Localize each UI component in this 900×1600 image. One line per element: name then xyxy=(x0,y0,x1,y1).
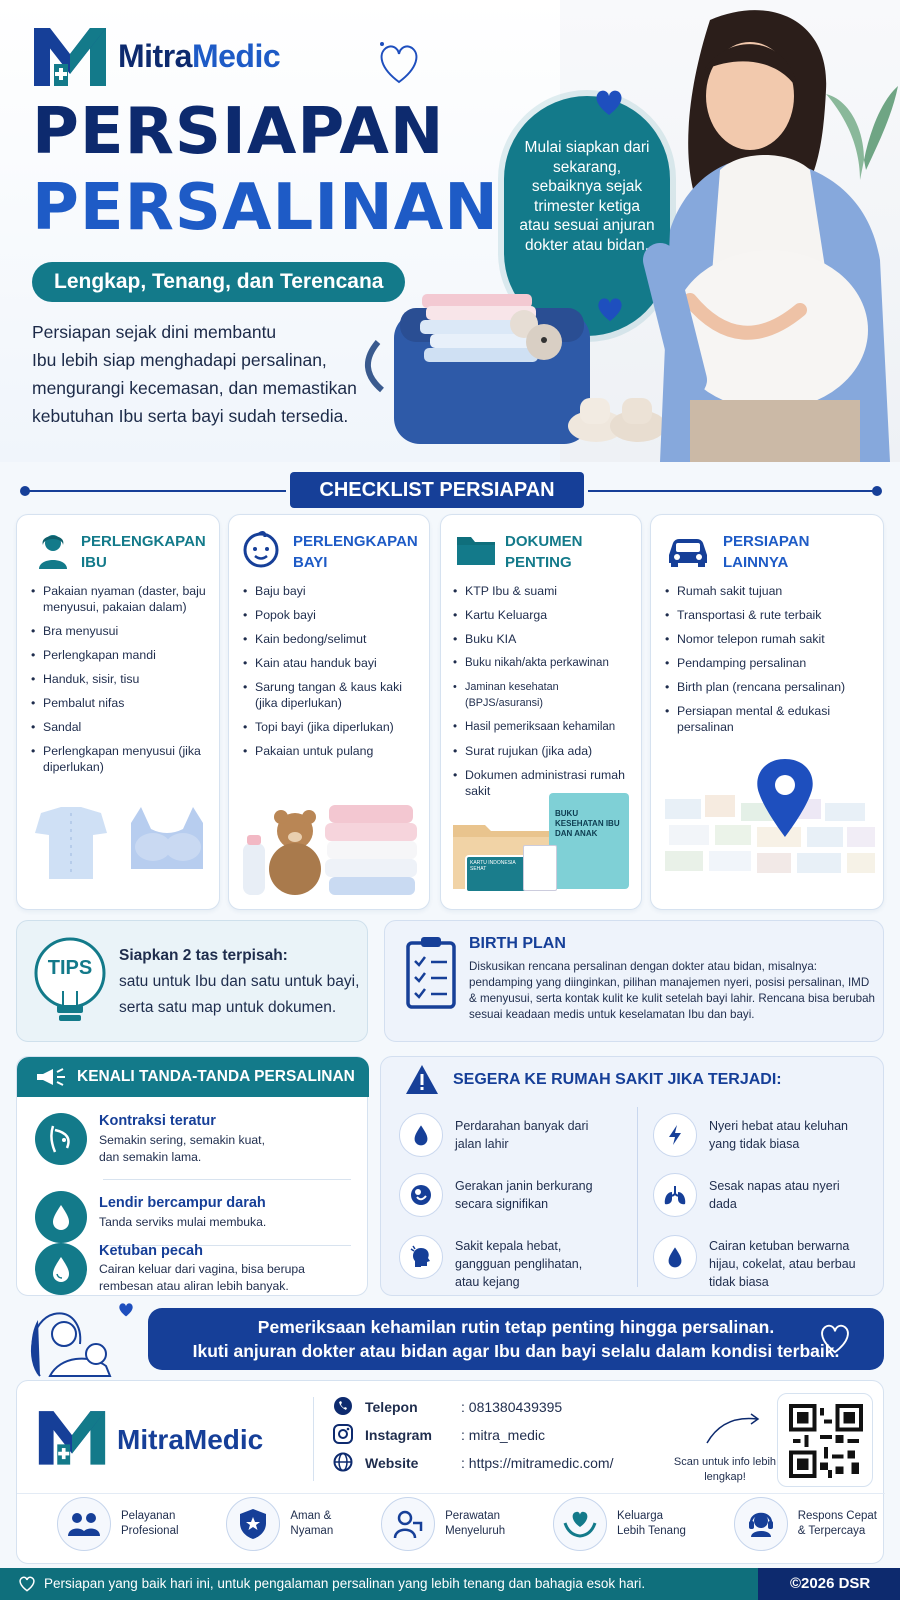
emergency-item xyxy=(399,1235,629,1291)
headache-icon xyxy=(399,1235,443,1279)
list-item: • Hasil pemeriksaan kehamilan xyxy=(453,719,639,735)
footer-brand-logo xyxy=(37,1407,263,1472)
labor-sign-item xyxy=(35,1243,355,1295)
lightning-icon xyxy=(653,1113,697,1157)
list-item: • Transportasi & rute terbaik xyxy=(665,607,879,623)
map-illustration xyxy=(655,759,881,904)
fetus-icon xyxy=(399,1173,443,1217)
list-item: • Jaminan kesehatan (BPJS/asuransi) xyxy=(453,679,639,711)
emergency-text: Gerakan janin berkurang secara signifikan xyxy=(455,1179,593,1211)
birth-plan-box xyxy=(384,920,884,1042)
tips-line: satu untuk Ibu dan satu untuk bayi, xyxy=(119,973,360,990)
hero-description xyxy=(32,318,392,430)
hero-description-line: kebutuhan Ibu serta bayi sudah tersedia. xyxy=(32,406,349,426)
birth-plan-text: Diskusikan rencana persalinan dengan dokter atau bidan, misalnya: pendamping yang diinginkan, pilihan manajemen nyeri, posisi persalinan, IMD & menyusui, serta kontak kulit ke kulit setelah bayi lahir. Rencana bisa berubah sesuai keadaan medis untuk keselamatan Ibu dan bayi. xyxy=(469,960,876,1021)
divider-dot xyxy=(872,486,882,496)
service-label: & Terpercaya xyxy=(797,1525,866,1537)
brand-name-part2: Medic xyxy=(191,37,281,74)
contact-value: : 081380439395 xyxy=(461,1399,563,1415)
services-row xyxy=(57,1497,877,1551)
footer-tagline-bar xyxy=(0,1568,900,1600)
divider xyxy=(103,1179,351,1180)
banner-line: Pemeriksaan kehamilan rutin tetap penting hingga persalinan. xyxy=(257,1317,775,1337)
checklist-heading: CHECKLIST PERSIAPAN xyxy=(290,472,584,508)
service-label: Profesional xyxy=(121,1525,179,1537)
card-title-line: PERLENGKAPAN xyxy=(81,533,206,550)
service-label: Perawatan xyxy=(445,1510,501,1522)
qr-code-icon xyxy=(788,1404,864,1478)
list-item: • Topi bayi (jika diperlukan) xyxy=(243,719,423,735)
emergency-item xyxy=(653,1113,883,1157)
hero-subtitle-pill: Lengkap, Tenang, dan Terencana xyxy=(32,262,405,302)
list-item: • Buku KIA xyxy=(453,631,639,647)
card-title-lainnya xyxy=(723,531,809,573)
tips-badge: TIPS xyxy=(47,957,93,979)
contact-label: Telepon xyxy=(365,1399,418,1415)
copyright-text: ©2026 DSR xyxy=(790,1575,871,1592)
instagram-icon xyxy=(333,1424,365,1447)
hero-advice-bubble: Mulai siapkan dari sekarang, sebaiknya sejak trimester ketiga atau sesuai anjuran dokter atau bidan. xyxy=(504,96,670,336)
brand-name-part2: Medic xyxy=(183,1423,264,1455)
tips-box xyxy=(16,920,368,1042)
contact-instagram[interactable] xyxy=(333,1421,613,1449)
care-icon xyxy=(381,1497,435,1551)
globe-icon xyxy=(333,1452,365,1475)
labor-sign-item xyxy=(35,1191,355,1243)
card-title-line: LAINNYA xyxy=(723,554,789,571)
list-item: • Pakaian nyaman (daster, baju menyusui, pakaian dalam) xyxy=(31,583,215,615)
divider-vertical xyxy=(313,1397,314,1481)
list-item: • Rumah sakit tujuan xyxy=(665,583,879,599)
emergency-text: Sesak napas atau nyeri dada xyxy=(709,1179,840,1211)
card-title-line: PERLENGKAPAN xyxy=(293,533,418,550)
card-title-dokumen xyxy=(505,531,583,573)
divider-right xyxy=(588,490,878,492)
hero-description-line: Persiapan sejak dini membantu xyxy=(32,322,277,342)
labor-sign-title: Ketuban pecah xyxy=(99,1243,203,1259)
lungs-icon xyxy=(653,1173,697,1217)
footer-tagline: Persiapan yang baik hari ini, untuk pengalaman persalinan yang lebih tenang dan bahagia esok hari. xyxy=(44,1576,646,1591)
tips-line: Siapkan 2 tas terpisah: xyxy=(119,947,288,964)
labor-sign-item xyxy=(35,1113,355,1166)
baby-clothes-illustration xyxy=(31,803,211,888)
blood-drop-icon xyxy=(399,1113,443,1157)
service-item xyxy=(734,1497,877,1551)
list-item: • Sarung tangan & kaus kaki (jika diperlukan) xyxy=(243,679,423,711)
buku-kia-book: BUKU KESEHATAN IBU DAN ANAK xyxy=(549,793,629,889)
labor-sign-desc: Tanda serviks mulai membuka. xyxy=(99,1215,267,1229)
contact-label: Instagram xyxy=(365,1427,432,1443)
shield-icon xyxy=(226,1497,280,1551)
labor-signs-box xyxy=(16,1056,368,1296)
emergency-item xyxy=(399,1113,629,1157)
list-item: • Popok bayi xyxy=(243,607,423,623)
checklist-list-bayi xyxy=(243,583,423,767)
list-item: • Surat rujukan (jika ada) xyxy=(453,743,639,759)
service-label: Menyeluruh xyxy=(445,1525,506,1537)
brand-name-part1: Mitra xyxy=(118,37,192,74)
scan-text: Scan untuk info lebih lengkap! xyxy=(673,1456,777,1483)
contact-phone[interactable] xyxy=(333,1393,613,1421)
headset-icon xyxy=(734,1497,788,1551)
people-icon xyxy=(57,1497,111,1551)
heart-outline-icon xyxy=(812,1318,858,1363)
list-item: • Handuk, sisir, tisu xyxy=(31,671,215,687)
service-label: Nyaman xyxy=(290,1525,334,1537)
hero-title-line1: PERSIAPAN xyxy=(32,95,445,169)
divider-left xyxy=(24,490,286,492)
documents-illustration xyxy=(451,793,631,897)
list-item: • Buku nikah/akta perkawinan xyxy=(453,655,639,671)
heart-icon xyxy=(596,296,624,327)
list-item: • Kain bedong/selimut xyxy=(243,631,423,647)
service-label: Aman & xyxy=(290,1510,332,1522)
checklist-list-dokumen xyxy=(453,583,639,807)
contact-value: : mitra_medic xyxy=(461,1427,546,1443)
tips-line: serta satu map untuk dokumen. xyxy=(119,999,337,1016)
checklist-list-ibu xyxy=(31,583,215,783)
service-label: Respons Cepat xyxy=(797,1510,877,1522)
heart-icon xyxy=(118,1302,134,1322)
brand-name-part1: Mitra xyxy=(117,1423,184,1455)
heart-hands-icon xyxy=(553,1497,607,1551)
service-label: Lebih Tenang xyxy=(617,1525,686,1537)
hero-section xyxy=(0,0,900,462)
list-item: • Nomor telepon rumah sakit xyxy=(665,631,879,647)
brand-logo xyxy=(32,24,280,88)
warning-icon xyxy=(405,1063,439,1102)
contact-value: : https://mitramedic.com/ xyxy=(461,1455,614,1471)
checklist-list-lainnya xyxy=(665,583,879,743)
hospital-bag-illustration xyxy=(360,272,600,457)
list-item: • Pembalut nifas xyxy=(31,695,215,711)
heart-icon xyxy=(594,88,624,121)
hero-title-line2: PERSALINAN xyxy=(32,171,499,245)
divider-vertical xyxy=(637,1107,638,1287)
service-item xyxy=(381,1497,505,1551)
whatsapp-icon xyxy=(333,1396,365,1419)
divider xyxy=(17,1493,885,1494)
bpjs-card: KARTU INDONESIA SEHAT xyxy=(465,855,535,893)
mother-icon xyxy=(33,529,73,574)
birth-plan-title: BIRTH PLAN xyxy=(469,935,566,952)
emergency-text: Perdarahan banyak dari jalan lahir xyxy=(455,1119,589,1151)
service-label: Keluarga xyxy=(617,1510,664,1522)
hero-description-line: mengurangi kecemasan, dan memastikan xyxy=(32,378,357,398)
banner-line: Ikuti anjuran dokter atau bidan agar Ibu dan bayi selalu dalam kondisi terbaik. xyxy=(192,1341,840,1361)
checkup-reminder-banner xyxy=(148,1308,884,1370)
list-item: • Birth plan (rencana persalinan) xyxy=(665,679,879,695)
list-item: • Perlengkapan mandi xyxy=(31,647,215,663)
brand-name xyxy=(118,38,280,75)
mitramedic-logo-icon xyxy=(37,1407,107,1472)
list-item: • Perlengkapan menyusui (jika diperlukan) xyxy=(31,743,215,775)
card-title-line: BAYI xyxy=(293,554,328,571)
list-item: • Sandal xyxy=(31,719,215,735)
labor-sign-desc: Cairan keluar dari vagina, bisa berupa rembesan atau aliran lebih banyak. xyxy=(99,1262,305,1293)
curved-arrow-icon xyxy=(703,1411,763,1452)
list-item: • Persiapan mental & edukasi persalinan xyxy=(665,703,879,735)
belly-icon xyxy=(35,1113,87,1165)
emergency-text: Sakit kepala hebat, gangguan penglihatan, atau kejang xyxy=(455,1239,583,1289)
mitramedic-logo-icon xyxy=(32,24,108,88)
water-drop-icon xyxy=(35,1243,87,1295)
list-item: • Pakaian untuk pulang xyxy=(243,743,423,759)
tips-text xyxy=(119,943,359,1021)
emergency-item xyxy=(653,1173,883,1217)
labor-sign-title: Kontraksi teratur xyxy=(99,1113,216,1129)
car-icon xyxy=(665,535,711,572)
contact-website[interactable] xyxy=(333,1449,613,1477)
contact-list xyxy=(333,1393,613,1477)
footer-brand-name xyxy=(117,1424,263,1456)
qr-code-frame[interactable] xyxy=(777,1393,873,1487)
labor-sign-desc: Semakin sering, semakin kuat, dan semakin lama. xyxy=(99,1133,265,1164)
emergency-heading: SEGERA KE RUMAH SAKIT JIKA TERJADI: xyxy=(453,1071,782,1088)
card-title-line: PENTING xyxy=(505,554,572,571)
clipboard-checklist-icon xyxy=(405,935,457,1014)
footer-card xyxy=(16,1380,884,1564)
list-item: • Baju bayi xyxy=(243,583,423,599)
list-item: • Kartu Keluarga xyxy=(453,607,639,623)
checklist-card-bayi xyxy=(228,514,430,910)
list-item: • Kain atau handuk bayi xyxy=(243,655,423,671)
checklist-card-lainnya xyxy=(650,514,884,910)
card-title-bayi xyxy=(293,531,418,573)
service-item xyxy=(57,1497,179,1551)
document-paper xyxy=(523,845,557,891)
divider-dot xyxy=(20,486,30,496)
labor-signs-heading: KENALI TANDA-TANDA PERSALINAN xyxy=(77,1068,355,1085)
checklist-card-dokumen xyxy=(440,514,642,910)
contact-label: Website xyxy=(365,1455,419,1471)
service-item xyxy=(226,1497,333,1551)
emergency-text: Cairan ketuban berwarna hijau, cokelat, atau berbau tidak biasa xyxy=(709,1239,856,1289)
megaphone-icon xyxy=(35,1067,67,1092)
list-item: • Dokumen administrasi rumah sakit xyxy=(453,767,639,799)
heart-outline-icon xyxy=(18,1575,36,1595)
hero-description-line: Ibu lebih siap menghadapi persalinan, xyxy=(32,350,327,370)
emergency-item xyxy=(653,1235,883,1291)
card-title-line: DOKUMEN xyxy=(505,533,583,550)
card-title-line: PERSIAPAN xyxy=(723,533,810,550)
labor-sign-title: Lendir bercampur darah xyxy=(99,1195,266,1211)
tips-lightbulb-icon xyxy=(33,935,107,1032)
checklist-card-ibu xyxy=(16,514,220,910)
card-title-line: IBU xyxy=(81,554,107,571)
emergency-text: Nyeri hebat atau keluhan yang tidak biasa xyxy=(709,1119,848,1151)
baby-face-icon xyxy=(241,529,281,574)
fluid-drop-icon xyxy=(653,1235,697,1279)
emergency-item xyxy=(399,1173,629,1217)
service-item xyxy=(553,1497,686,1551)
baby-items-illustration xyxy=(237,791,427,906)
folder-icon xyxy=(455,531,497,572)
service-label: Pelayanan xyxy=(121,1510,176,1522)
list-item: • KTP Ibu & suami xyxy=(453,583,639,599)
emergency-box xyxy=(380,1056,884,1296)
drop-icon xyxy=(35,1191,87,1243)
plant-decoration xyxy=(820,60,900,185)
card-title-ibu xyxy=(81,531,206,573)
heart-outline-icon xyxy=(372,36,426,95)
list-item: • Pendamping persalinan xyxy=(665,655,879,671)
list-item: • Bra menyusui xyxy=(31,623,215,639)
